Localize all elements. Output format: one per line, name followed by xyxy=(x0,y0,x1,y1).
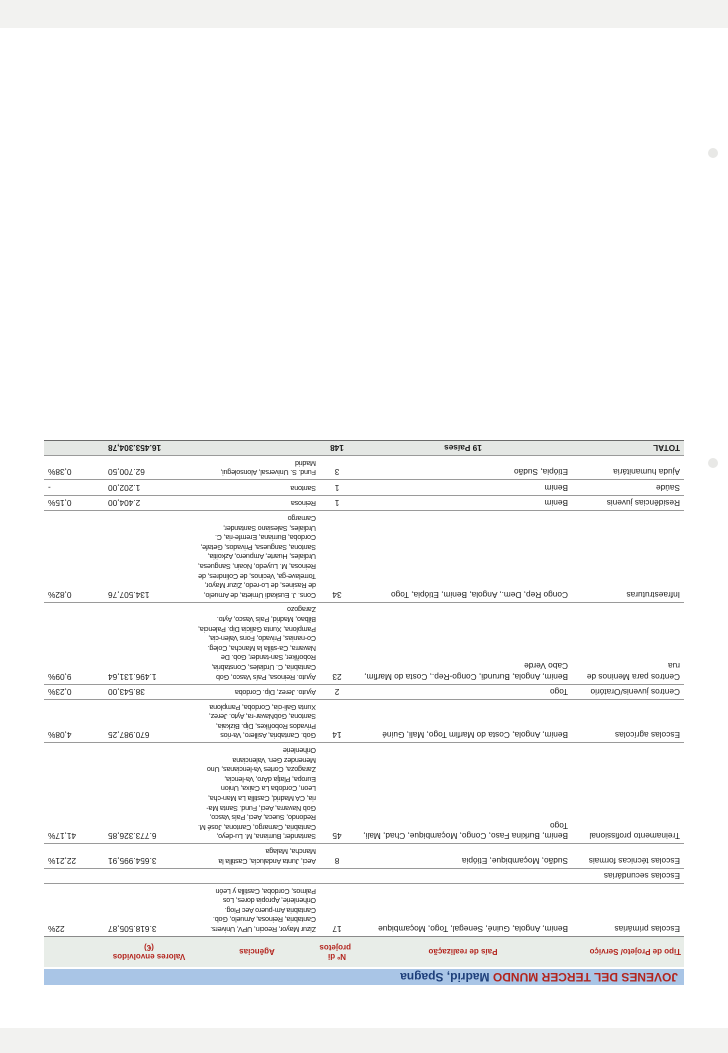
row-tipo: Ajuda humanitária xyxy=(572,456,684,480)
row-tipo: Residências juvenis xyxy=(572,495,684,511)
row-agencies: Cons. J. Euskadi Urnieta, de Arnuelo, de Rasines, de Lo-redo, Zizur Mayor, Torrelave-ga, Vecinos, de Colindres, de Reinosa, M. Luyedo, Noain, Sanguesa, Urdiales, Huarte, Ampuero, Azkoitia, Santona, Sanguesa, Privados, Getafe, Cordoba, Burriana, Eremfe-ria, C. Urdiales, Salesiano Santander, Camargo xyxy=(194,511,320,602)
row-pct: 0,82% xyxy=(44,511,104,602)
row-projects: 1 xyxy=(320,480,354,496)
table-row xyxy=(44,884,684,937)
row-agencies: Santander, Burriana, M. Lu-deyo, Cantabria, Camargo, Cantona, José M. Redondo, Sueca, Aeci, País Vasco, Gob Navarra, Aeci, Fund. Santa Ma-ria, CA Madrid, Castilla La Man-cha, Leon, Cordoba La Caixa, Union Europa, Platja dАro, Va-lencia, Zaragoza, Cortes Va-lencianas, Uno Menendez Gen. Valenciana Orihenlerie xyxy=(194,743,320,844)
row-pct: 41,17% xyxy=(44,743,104,844)
row-agencies: Zizur Mayor, Reocin, UPV, Univers. Cantabria, Reinosa, Arnuelo, Gob. Cantabria Am-puero Aec Piog. Orihenlerie, Apropia dores, Los Palmos, Cordoba, Castilla y León xyxy=(194,884,320,937)
row-value: 2.404,00 xyxy=(104,495,194,511)
table-row xyxy=(44,511,684,602)
row-value: 1.202,00 xyxy=(104,480,194,496)
row-pct: - xyxy=(44,480,104,496)
row-agencies: Fund. S. Universal, Alonsolegui, Madrid xyxy=(194,456,320,480)
row-pct xyxy=(44,868,104,884)
row-projects xyxy=(320,868,354,884)
row-pais: Benim xyxy=(354,480,572,496)
column-header-n: Nº di projetos xyxy=(320,937,354,968)
row-tipo: Escolas agrícolas xyxy=(572,700,684,743)
row-tipo: Treinamento profissional xyxy=(572,743,684,844)
row-projects: 23 xyxy=(320,602,354,684)
row-pais: Sudão, Moçambique, Etiópia xyxy=(354,844,572,868)
row-projects: 2 xyxy=(320,684,354,700)
row-pais: Togo xyxy=(354,684,572,700)
row-tipo: Centros juvenis/Oratório xyxy=(572,684,684,700)
total-countries: 19 Países xyxy=(354,440,572,456)
row-projects: 3 xyxy=(320,456,354,480)
row-agencies: Ayuto. Jerez, Dip. Cordoba xyxy=(194,684,320,700)
row-tipo: Escolas secundárias xyxy=(572,868,684,884)
row-value: 6.773.326,85 xyxy=(104,743,194,844)
row-tipo: Infraestruturas xyxy=(572,511,684,602)
table-row xyxy=(44,700,684,743)
table-body xyxy=(44,456,684,937)
row-agencies: Gob. Cantabria, Asillero, Va-rios Privados Roboñkes, Dip. Bizkaia, Santona, GobNavar-ra, Ayto. Jerez, Xunta Gali-cia, Cordoba, Pamplona xyxy=(194,700,320,743)
table-header-row xyxy=(44,937,684,968)
column-header-pais: País de realização xyxy=(354,937,572,968)
total-value: 16.453.304,78 xyxy=(104,440,194,456)
row-value: 62.700,50 xyxy=(104,456,194,480)
row-value: 134.507,76 xyxy=(104,511,194,602)
table-row xyxy=(44,684,684,700)
row-pais: Benim, Angola, Guiné, Senegal, Togo, Moçambique xyxy=(354,884,572,937)
row-value: 1.496.131,64 xyxy=(104,602,194,684)
table-row xyxy=(44,844,684,868)
row-pais: Benim xyxy=(354,495,572,511)
row-pais: Etiópia, Sudão xyxy=(354,456,572,480)
row-tipo: Escolas técnicas formais xyxy=(572,844,684,868)
row-pais: Benim, Burkina Faso, Congo, Moçambique, Chad, Mali, Togo xyxy=(354,743,572,844)
punch-hole xyxy=(708,458,718,468)
row-value: 3.618.505,87 xyxy=(104,884,194,937)
row-value: 670.987,25 xyxy=(104,700,194,743)
row-agencies: Aeci, Junta Andalucía, Castilla la Mancha, Malaga xyxy=(194,844,320,868)
projects-table xyxy=(44,440,684,967)
title-band xyxy=(44,969,684,985)
row-pais: Benim, Angola, Costa do Marfim Togo, Mali, Guiné xyxy=(354,700,572,743)
row-pct: 4,08% xyxy=(44,700,104,743)
row-agencies xyxy=(194,868,320,884)
row-pais xyxy=(354,868,572,884)
row-pct: 9,09% xyxy=(44,602,104,684)
row-projects: 14 xyxy=(320,700,354,743)
column-header-valores: Valores envolvidos (€) xyxy=(104,937,194,968)
row-tipo: Centros para Meninos de rua xyxy=(572,602,684,684)
row-pais: Benim, Angola, Burundi, Congo-Rep., Costa do Marfim, Cabo Verde xyxy=(354,602,572,684)
table-row xyxy=(44,495,684,511)
column-header-pct xyxy=(44,937,104,968)
binder-holes xyxy=(708,148,718,768)
column-header-tipo: Tipo de Projeto/ Serviço xyxy=(572,937,684,968)
row-pct: 22,21% xyxy=(44,844,104,868)
row-pct: 0,15% xyxy=(44,495,104,511)
rotated-document xyxy=(44,40,684,985)
table-row xyxy=(44,743,684,844)
total-pct-blank xyxy=(44,440,104,456)
total-row xyxy=(44,440,684,456)
table-row xyxy=(44,480,684,496)
row-projects: 8 xyxy=(320,844,354,868)
row-agencies: Santona xyxy=(194,480,320,496)
organization-name: JOVENES DEL TERCER MUNDO xyxy=(492,970,678,984)
total-projects: 148 xyxy=(320,440,354,456)
row-value: 3.654.995,91 xyxy=(104,844,194,868)
row-pais: Congo Rep, Dem., Angola, Benim, Etiópia, Togo xyxy=(354,511,572,602)
column-header-agencias: Agências xyxy=(194,937,320,968)
row-tipo: Escolas primárias xyxy=(572,884,684,937)
row-pct: 0,23% xyxy=(44,684,104,700)
row-projects: 1 xyxy=(320,495,354,511)
table-row xyxy=(44,602,684,684)
total-label: TOTAL xyxy=(572,440,684,456)
row-projects: 45 xyxy=(320,743,354,844)
row-value: 38.543,00 xyxy=(104,684,194,700)
location: Madrid, Spagna xyxy=(400,970,490,984)
punch-hole xyxy=(708,148,718,158)
row-pct: 0,38% xyxy=(44,456,104,480)
table-row xyxy=(44,456,684,480)
row-projects: 17 xyxy=(320,884,354,937)
row-tipo: Saúde xyxy=(572,480,684,496)
row-agencies: Ayuto. Reinosa, País Vasco, Gob Cantabria, C. Urdiales, Constabria, Roboñker, San-tander, Gob. De Navarra, Ca-stilla la Mancha, Coleg. Co-nanias, Privado, Fons Valen-cia, Pamplona, Xunta Galicia Dip. Palencia, Bilbao, Madrid, País Vasco, Ayto. Zaragozo xyxy=(194,602,320,684)
table-row xyxy=(44,868,684,884)
row-agencies: Reinosa xyxy=(194,495,320,511)
total-agencies-blank xyxy=(194,440,320,456)
row-pct: 22% xyxy=(44,884,104,937)
row-value xyxy=(104,868,194,884)
row-projects: 34 xyxy=(320,511,354,602)
